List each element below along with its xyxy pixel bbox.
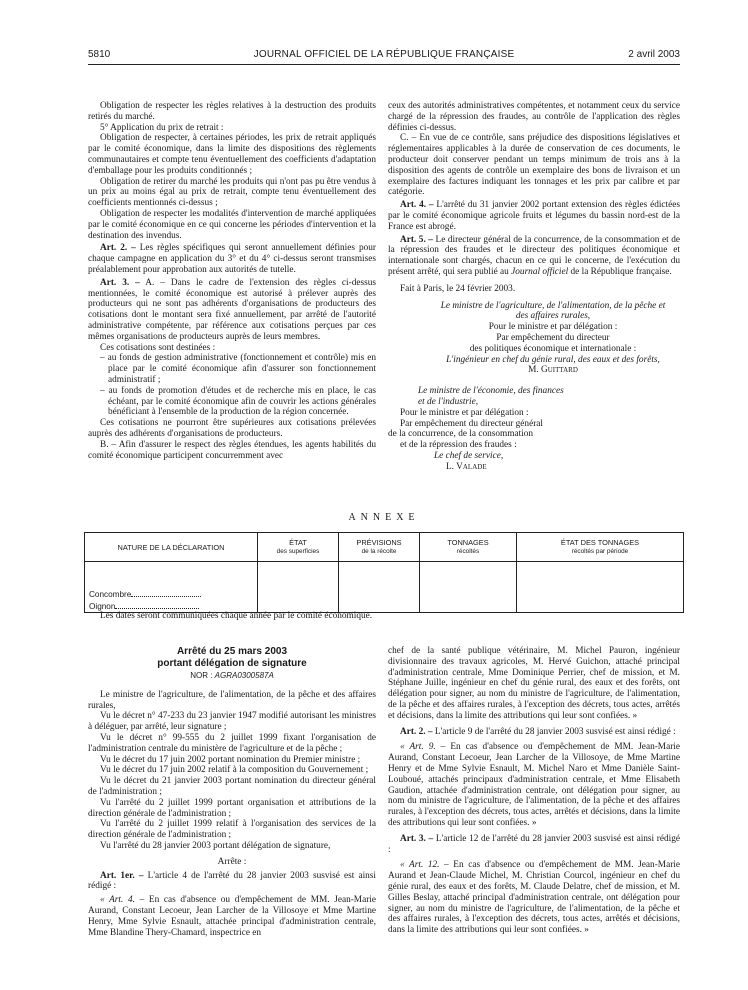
signature-block-1: Le ministre de l'agriculture, de l'alimentation, de la pêche et des affaires rurales, Pour le ministre et par délégation : Par empêchement du directeur des politiques économique et internationale : L'ingénieur en chef du génie rural, des eaux et des forêts, M. Guittard (388, 301, 668, 377)
table-header: ÉTAT des superficies (258, 533, 339, 562)
paragraph: Obligation de respecter, à certaines périodes, les prix de retrait appliqués par le comité économique, dans la limite des dispositions des règlements communautaires et compte tenu éventuellement des coefficients d'adaptation d'emballage pour les produits conditionnés ; (88, 133, 376, 176)
paragraph: B. – Afin d'assurer le respect des règles étendues, les agents habilités du comité économique participent concurremment avec (88, 439, 376, 461)
signatory-name: M. Guittard (528, 365, 578, 376)
annexe-table (84, 532, 684, 613)
paragraph: Vu le décret n° 99-555 du 2 juillet 1999 fixant l'organisation de l'administration centrale du ministère de l'agriculture et de la pêche ; (88, 732, 376, 754)
article-3: Art. 3. – L'article 12 de l'arrêté du 28 janvier 2003 susvisé est ainsi rédigé : (388, 833, 681, 855)
page-number: 5810 (88, 49, 111, 60)
issue-date: 2 avril 2003 (628, 49, 680, 60)
table-cell (258, 562, 339, 613)
paragraph: Ces cotisations ne pourront être supérieures aux cotisations prélevées auprès des adhérents d'organisations de producteurs. (88, 418, 376, 439)
paragraph: « Art. 4. – En cas d'absence ou d'empêchement de MM. Jean-Marie Aurand, Constant Lecoeur, Jean Larcher de la Villosoye et Mme Martine Henry, Mme Sylvie Esnault, attachée principal d'administration centrale, Mme Blandine Thery-Chamard, inspectrice en (88, 895, 377, 938)
paragraph: Obligation de retirer du marché les produits qui n'ont pas pu être vendus à un prix au moins égal au prix de retrait, compte tenu éventuellement des coefficients mentionnés ci-dessus ; (88, 176, 376, 209)
paragraph: Obligation de respecter les modalités d'intervention de marché appliquées par le comité économique en ce qui concerne les périodes d'intervention et la destination des invendus. (88, 208, 376, 241)
journal-title: JOURNAL OFFICIEL DE LA RÉPUBLIQUE FRANÇAISE (253, 49, 515, 60)
nor-reference: NOR : AGRA0300587A (190, 671, 274, 680)
table-header: TONNAGES récoltés (420, 533, 517, 562)
header-rule (88, 64, 680, 65)
table-header: NATURE DE LA DÉCLARATION (85, 533, 258, 562)
row-label-concombre: Concombre (89, 588, 253, 600)
table-header-row (85, 533, 684, 562)
arrete-subtitle: portant délégation de signature (157, 657, 307, 669)
table-header: ÉTAT DES TONNAGES récoltés par période (517, 533, 684, 562)
paragraph: Vu le décret du 17 juin 2002 portant nomination du Premier ministre ; (100, 754, 361, 765)
annexe-note: Les dates seront communiquées chaque année par le comité économique. (100, 611, 373, 621)
top-right-column (388, 101, 680, 473)
top-left-column (88, 101, 376, 461)
list-item: – au fonds de gestion administrative (fonctionnement et contrôle) mis en place par le comité économique afin d'assurer son fonctionnement administratif ; (100, 353, 376, 385)
paragraph: Obligation de respecter les règles relatives à la destruction des produits retirés du marché. (88, 101, 376, 122)
article-5: Art. 5. – Le directeur général de la concurrence, de la consommation et de la répression des fraudes et le directeur des politiques économique et internationale sont chargés, chacun en ce qui le concerne, de l'exécution du présent arrêté, qui sera publié au Journal officiel de la République française. (388, 234, 681, 277)
table-cell (339, 562, 420, 613)
arrete-heading: Arrête : (217, 856, 247, 867)
table-cell (517, 562, 684, 613)
paragraph: 5° Application du prix de retrait : (100, 122, 224, 133)
bottom-right-column (388, 646, 680, 936)
article-2: Art. 2. – Les règles spécifiques qui seront annuellement définies pour chaque campagne en application du 3° et du 4° ci-dessus seront transmises préalablement pour approbation aux autorités de tutelle. (88, 243, 376, 275)
arrete-title: Arrêté du 25 mars 2003 (176, 646, 288, 657)
paragraph: Vu l'arrêté du 2 juillet 1999 relatif à l'organisation des services de la direction générale de l'administration ; (88, 819, 376, 841)
table-row (85, 562, 684, 613)
signature-block-2: Le ministre de l'économie, des finances et de l'industrie, Pour le ministre et par délégation : Par empêchement du directeur général de la concurrence, de la consommation et de la répression des fraudes : Le chef de service, L. Valade (388, 386, 568, 472)
paragraph: Vu le décret du 17 juin 2002 relatif à la composition du Gouvernement ; (100, 765, 369, 776)
paragraph: ceux des autorités administratives compétentes, et notamment ceux du service chargé de la répression des fraudes, au contrôle de l'application des règles définies ci-dessus. (388, 101, 680, 133)
article-2: Art. 2. – L'article 9 de l'arrêté du 28 janvier 2003 susvisé est ainsi rédigé : (400, 726, 676, 737)
annexe-title: ANNEXE (348, 512, 420, 523)
signatory-name: L. Valade (446, 461, 487, 472)
table-cell (420, 562, 517, 613)
paragraph: « Art. 9. – En cas d'absence ou d'empêchement de MM. Jean-Marie Aurand, Constant Lecoeur, Jean Larcher de la Villosoye, de Mme Martine Henry et de Mme Sylvie Esnault, M. Michel Naro et Mme Danièle Saint-Louboué, attachés principaux d'administration centrale, et Mme Elisabeth Gaudion, attachée d'administration centrale, ont délégation pour signer, au nom du ministre de l'agriculture, de l'alimentation, de la pêche et des affaires rurales, à l'exception des décrets, tous actes, arrêtés et décisions, dans la limite des attributions qui leur sont confiées. » (388, 742, 681, 828)
paragraph: chef de la santé publique vétérinaire, M. Michel Pauron, ingénieur divisionnaire des travaux agricoles, M. Hervé Guichon, attaché principal d'administration centrale, Mme Dominique Perrier, chef de mission, et M. Stéphane Juille, ingénieur en chef du génie rural, des eaux et des forêts, ont délégation pour signer, au nom du ministre de l'agriculture, de l'alimentation, de la pêche et des affaires rurales, à l'exception des décrets, tous actes, arrêtés et décisions, dans la limite des attributions qui leur sont confiées. » (388, 646, 680, 721)
page-header (88, 49, 680, 63)
paragraph: Vu l'arrêté du 28 janvier 2003 portant délégation de signature, (100, 840, 331, 851)
list-item: – au fonds de promotion d'études et de recherche mis en place, le cas échéant, par le comité économique afin de couvrir les actions générales bénéficiant à l'ensemble de la production de la région concernée. (100, 385, 376, 418)
table-header: PRÉVISIONS de la récolte (339, 533, 420, 562)
paragraph: Vu le décret du 21 janvier 2003 portant nomination du directeur général de l'administration ; (88, 776, 376, 797)
paragraph: « Art. 12. – En cas d'absence ou d'empêchement de MM. Jean-Marie Aurand et Jean-Claude Michel, M. Christian Courcol, ingénieur en chef du génie rural, des eaux et des forêts, M. Claude Delatre, chef de mission, et M. Gilles Beslay, attaché principal d'administration centrale, ont délégation pour signer, au nom du ministre de l'agriculture, de l'alimentation, de la pêche et des affaires rurales, à l'exception des décrets, tous actes, arrêtés et décisions, dans la limite des attributions qui leur sont confiées. » (388, 860, 680, 936)
row-label-oignon: Oignon (89, 600, 253, 612)
article-3: Art. 3. – A. – Dans le cadre de l'extension des règles ci-dessus mentionnées, le comité économique est autorisé à prélever auprès des producteurs qui ne sont pas adhérents d'organisations de producteurs des cotisations dont le montant sera fixé annuellement, par arrêté de l'autorité administrative compétente, par référence aux cotisations perçues par ces mêmes organisations de producteurs auprès de leurs membres. (88, 277, 377, 342)
bottom-left-column (88, 646, 376, 938)
paragraph: Vu le décret n° 47-233 du 23 janvier 1947 modifié autorisant les ministres à déléguer, par arrêté, leur signature ; (88, 711, 376, 733)
paragraph: Ces cotisations sont destinées : (100, 342, 216, 353)
article-4: Art. 4. – L'arrêté du 31 janvier 2002 portant extension des règles édictées par le comité économique agricole fruits et légumes du bassin nord-est de la France est abrogé. (388, 200, 681, 232)
paragraph: C. – En vue de ce contrôle, sans préjudice des dispositions législatives et réglementaires applicables à la durée de conservation de ces documents, le producteur doit conserver pendant un temps minimum de trois ans à la disposition des agents de contrôle un exemplaire des bons de livraison et un exemplaire des factures indiquant les tonnages et les prix par calibre et par catégorie. (388, 133, 680, 198)
paragraph: Le ministre de l'agriculture, de l'alimentation, de la pêche et des affaires rurales, (88, 689, 376, 711)
article-1: Art. 1er. – L'article 4 de l'arrêté du 28 janvier 2003 susvisé est ainsi rédigé : (88, 870, 377, 892)
paragraph: Vu l'arrêté du 2 juillet 1999 portant organisation et attributions de la direction générale de l'administration ; (88, 797, 376, 819)
fait-a-paris: Fait à Paris, le 24 février 2003. (400, 283, 516, 294)
table-cell (85, 562, 258, 613)
